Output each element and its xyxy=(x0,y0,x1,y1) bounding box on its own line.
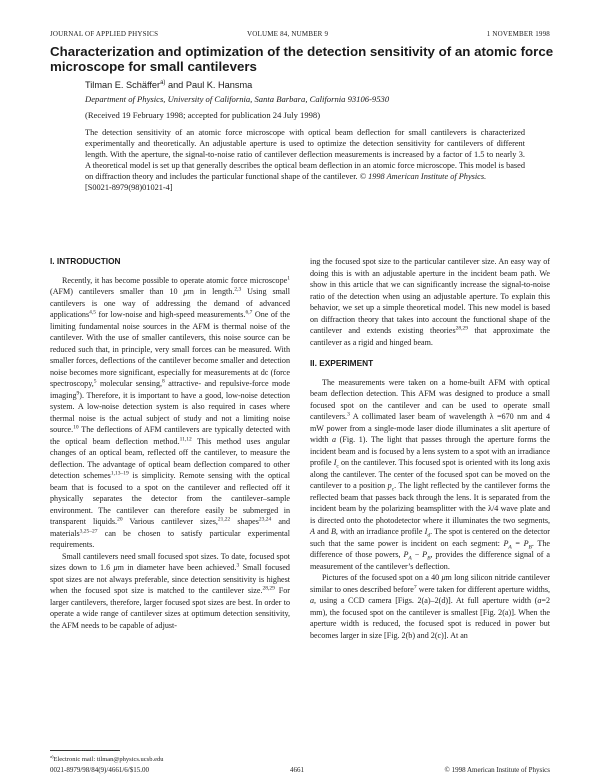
paper-title: Characterization and optimization of the detection sensitivity of an atomic force microscope for small cantilevers xyxy=(50,44,554,74)
author-footnote-mark: a) xyxy=(160,80,166,86)
experiment-paragraph-2: Pictures of the focused spot on a 40 μm long silicon nitride cantilever similar to ones described before$^7$ were taken for different aperture widths, a, using a CCD camera [Figs. 2(a)–2(d)]. At full aperture width (a=2 mm), the focused spot on the cantilever is smallest [Fig. 2(a)]. When the aperture width is reduced, the focused spot is reduced in power but becomes larger in size [Fig. 2(b) and 2(c)]. At an xyxy=(310,573,551,640)
article-code: 0021-8979/98/84(9)/4661/6/$15.00 xyxy=(50,766,149,774)
footer-copyright: © 1998 American Institute of Physics xyxy=(444,766,550,774)
author-rest: and Paul K. Hansma xyxy=(165,80,253,91)
page-footer xyxy=(50,766,550,776)
footnote-rule xyxy=(50,750,120,751)
body-column-left xyxy=(50,256,290,631)
intro-paragraph-1: Recently, it has become possible to operate atomic force microscope$^1$ (AFM) cantilevers smaller than 10 μm in length.$^{2,3}$ Using small cantilevers is one way of addressing the demand of advanced applications$^{4,5}$ for low-noise and high-speed measurements.$^{6,7}$ One of the limiting fundamental noise sources in the AFM is thermal noise of the cantilever. With the use of smaller cantilevers, this noise source can be reduced such that, in principle, very small forces can be measured. With smaller forces, deflections of the cantilever become smaller and detection noise becomes more significant, especially for measurements at dc (force spectroscopy,$^5$ molecular sensing,$^8$ attractive- and repulsive-force mode imaging$^9$). Therefore, it is important to have a good, low-noise detection system. A low-noise detection system is also required in cases where thermal noise is the actual subject of study and not a limiting noise source.$^{10}$ The deflections of AFM cantilevers are typically detected with the optical beam deflection method.$^{11,12}$ This method uses angular changes of an optical beam, reflected off the cantilever, to measure the deflection. The advantage of optical beam deflection compared to other detection schemes$^{1,13-19}$ is simplicity. Remote sensing with the optical beam that is focused to a spot on the cantilever and reflected off it physically separates the detector from the cantilever–sample environment. The cantilever can therefore easily be submerged in transparent liquids.$^{20}$ Various cantilever sizes,$^{21,22}$ shapes$^{23,24}$ and materials$^{3,25-27}$ can be chosen to satisfy particular experimental requirements. xyxy=(50,274,291,549)
abstract-copyright: © 1998 American Institute of Physics. xyxy=(359,172,487,182)
section-heading-experiment: II. EXPERIMENT xyxy=(310,358,374,368)
author-first: Tilman E. Schäffer xyxy=(85,80,161,91)
volume-number: VOLUME 84, NUMBER 9 xyxy=(247,30,329,38)
running-head xyxy=(50,30,550,42)
abstract-pacs: [S0021-8979(98)01021-4] xyxy=(85,183,173,193)
page-number: 4661 xyxy=(290,766,304,774)
footnote-text: Electronic mail: tilman@physics.ucsb.edu xyxy=(53,756,164,764)
journal-name: JOURNAL OF APPLIED PHYSICS xyxy=(50,30,159,38)
affiliation: Department of Physics, University of California, Santa Barbara, California 93106-9530 xyxy=(85,94,390,104)
author-list xyxy=(85,80,252,90)
footnote-mark: a) xyxy=(50,754,54,759)
received-dates: (Received 19 February 1998; accepted for publication 24 July 1998) xyxy=(85,110,321,120)
abstract xyxy=(85,127,525,194)
section-heading-introduction: I. INTRODUCTION xyxy=(50,256,121,266)
footnote xyxy=(50,754,163,763)
issue-date: 1 NOVEMBER 1998 xyxy=(486,30,550,38)
intro-paragraph-2: Small cantilevers need small focused spot sizes. To date, focused spot sizes down to 1.6 μm in diameter have been achieved.$^3$ Small focused spot sizes are not always preferable, since detection sensitivity is highest when the focused spot size is matched to the cantilever size.$^{28,29}$ For larger cantilevers, therefore, larger focused spot sizes are best. In order to operate a wide range of cantilever sizes at optimum detection sensitivity, the AFM needs to be capable of adjust- xyxy=(50,551,290,630)
intro-paragraph-2-cont: ing the focused spot size to the particular cantilever size. An easy way of doing this is with an adjustable aperture in the incident beam path. We show in this article that we can significantly increase the signal-to-noise ratio of the detection when using an adjustable aperture. To explain this behavior, we set up a simple theoretical model. This new model is based on diffraction theory that takes into account the functional shape of the cantilever and extends existing theories$^{28,29}$ that approximate the cantilever as a rigid and hinged beam. xyxy=(310,257,550,347)
body-column-right xyxy=(310,256,550,641)
abstract-body: The detection sensitivity of an atomic force microscope with optical beam deflection for small cantilevers is characterized experimentally and theoretically. An adjustable aperture is used to optimize the detection sensitivity for cantilevers of different length. With the aperture, the signal-to-noise ratio of cantilever deflection measurements is increased by a factor of 1.5 to nearly 3. A theoretical model is set up that generally describes the optical beam deflection in an atomic force microscope. This model is based on diffraction theory and includes the particular functional shape of the cantilever. xyxy=(85,128,525,182)
experiment-paragraph-1: The measurements were taken on a home-built AFM with optical beam deflection detection. This AFM was designed to produce a small focused spot on the cantilever and can be used to operate small cantilevers.$^3$ A collimated laser beam of wavelength λ =670 nm and 4 mW power from a single-mode laser diode illuminates a slit aperture of width a (Fig. 1). The light that passes through the aperture forms the incident beam and is focused by a lens system to a spot with an irradiance profile $I_c$ on the cantilever. This focused spot is oriented with its long axis along the cantilever. The center of the focused spot can be moved on the cantilever to a position $p_c$. The light reflected by the cantilever forms the reflected beam that passes back through the lens. It is separated from the incident beam by the polarizing beamsplitter with the λ/4 wave plate and is directed onto the photodetector where it illuminates the two segments, A and B, with an irradiance profile $I_d$. The spot is centered on the detector such that the same power is incident on each segment: $P_A = P_B$. The difference of those powers, $P_A - P_B$, provides the difference signal of a measurement of the cantilever’s deflection. xyxy=(310,377,551,571)
